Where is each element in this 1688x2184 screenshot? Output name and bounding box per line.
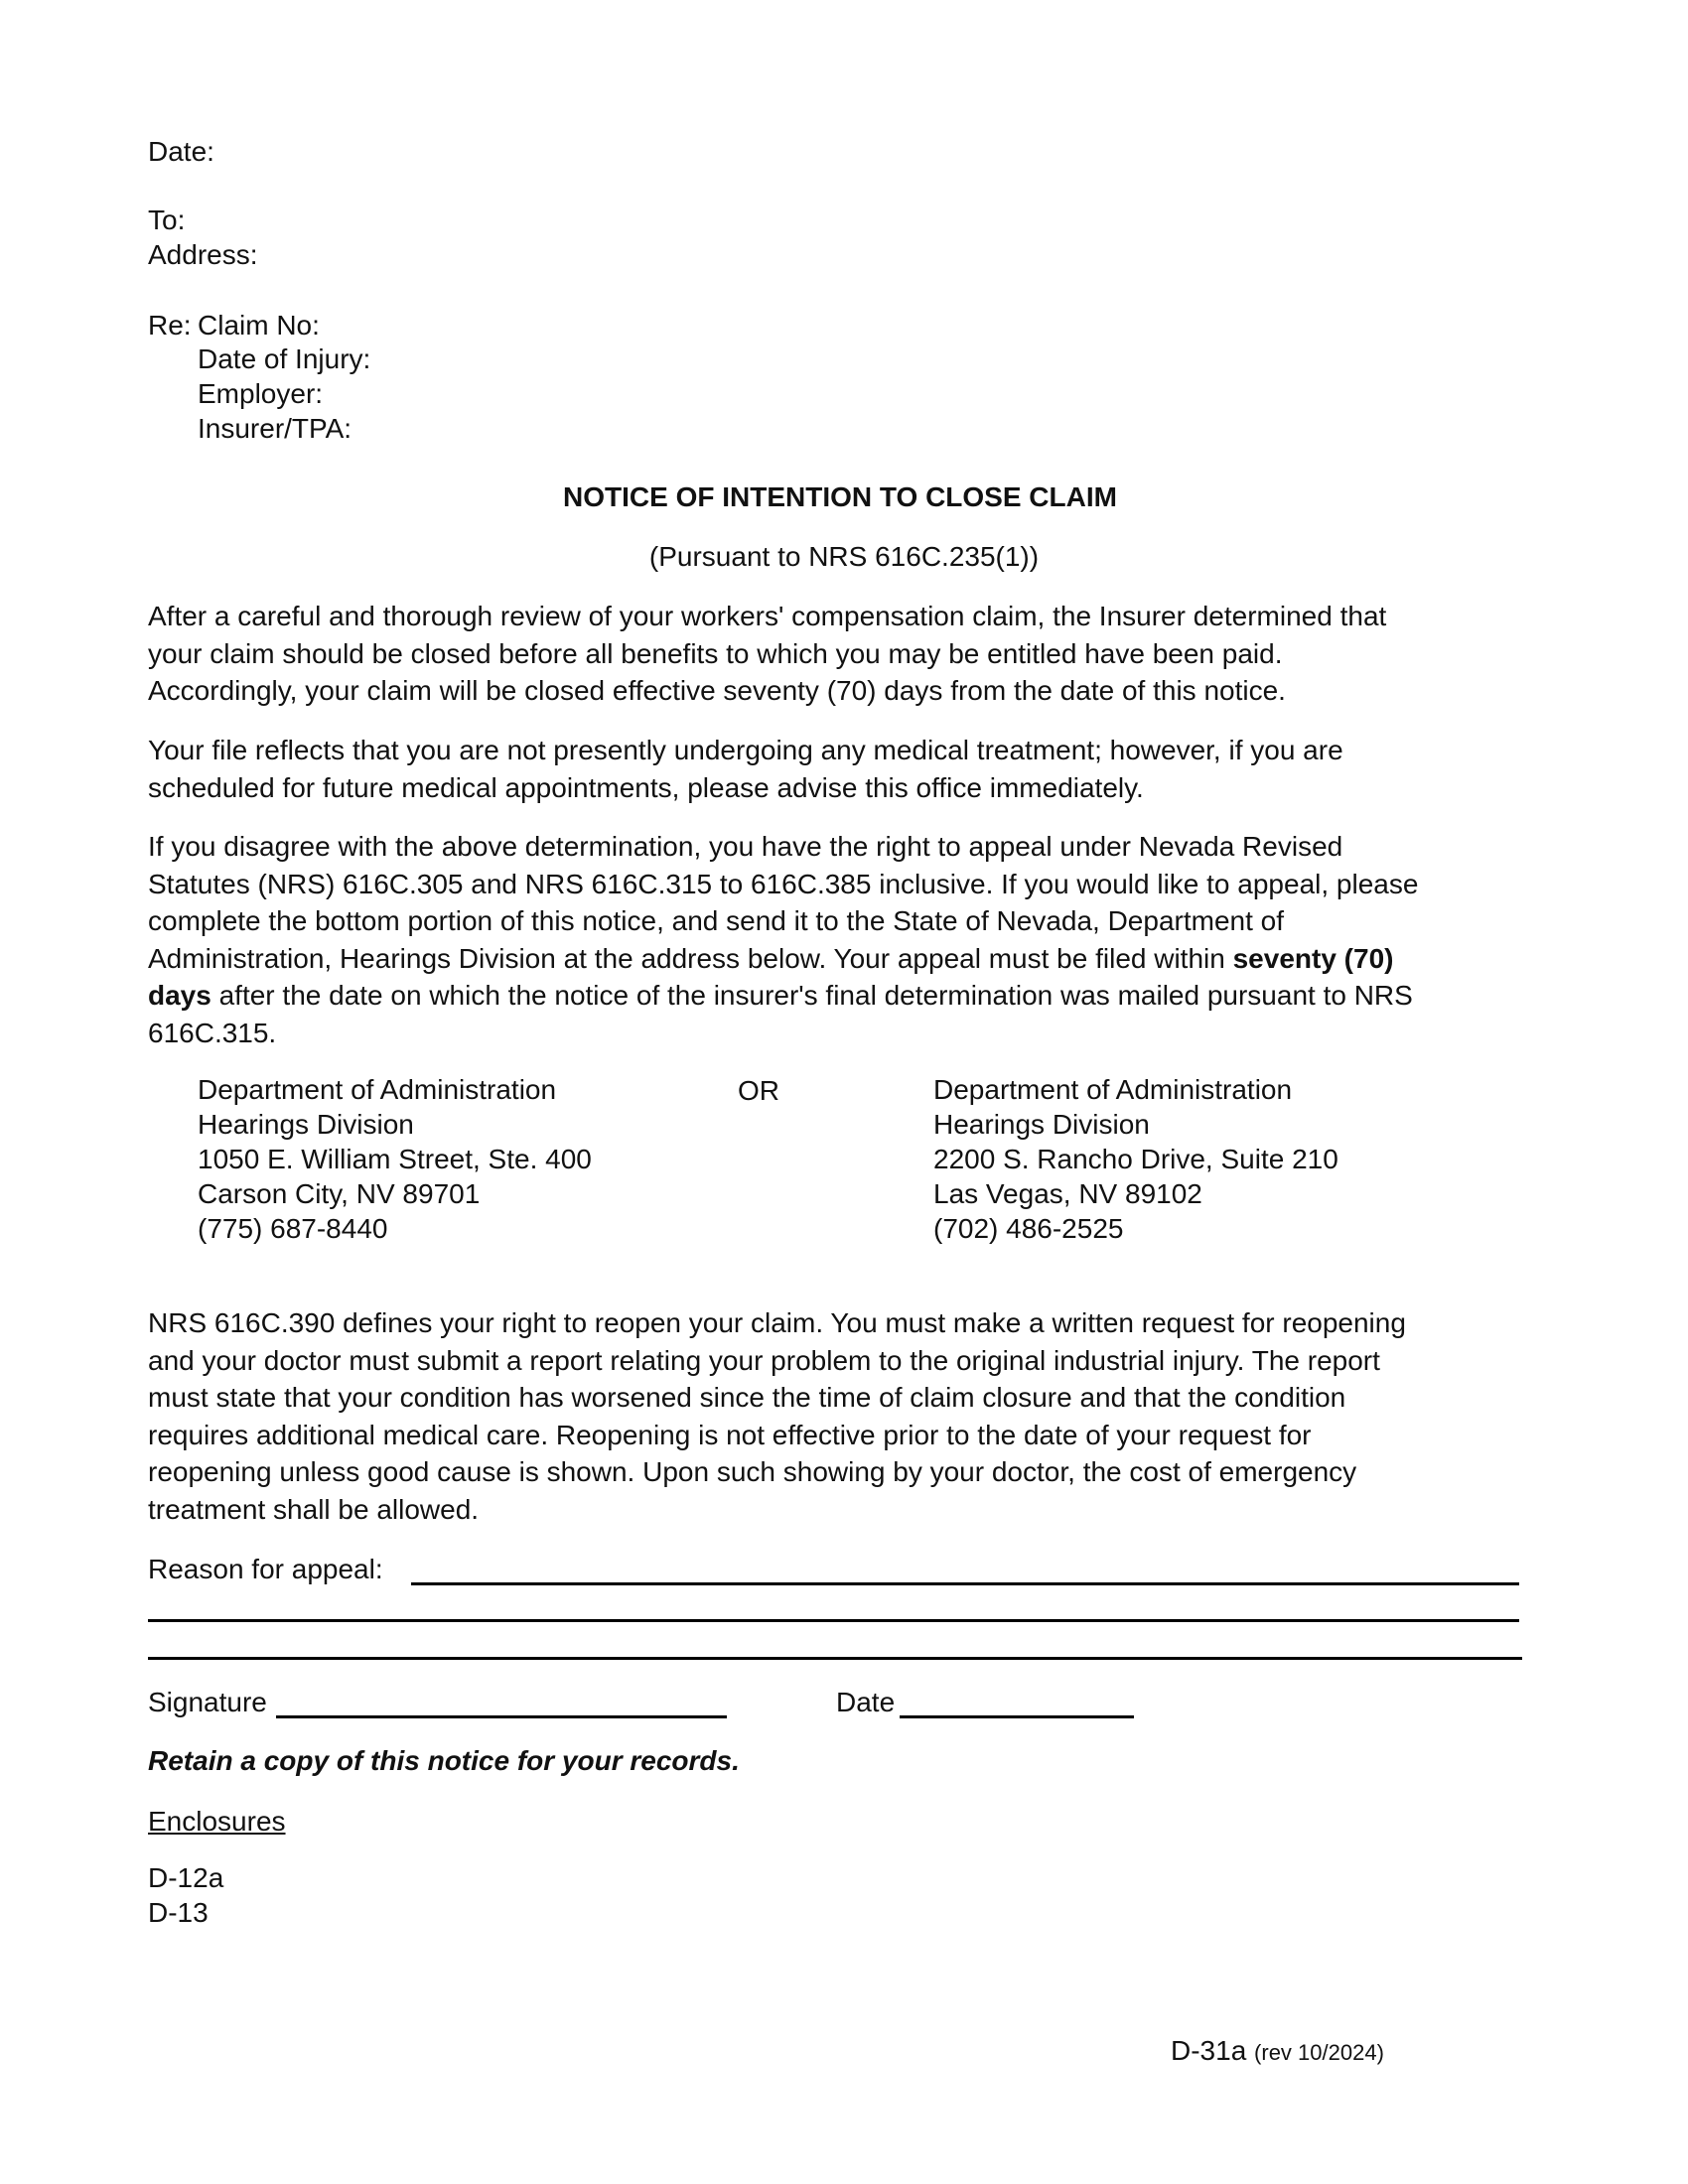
address-line: Hearings Division <box>933 1109 1150 1140</box>
address-line: 2200 S. Rancho Drive, Suite 210 <box>933 1144 1338 1174</box>
text-line: treatment shall be allowed. <box>148 1493 480 1525</box>
paragraph-closure <box>148 598 1386 710</box>
signature-line[interactable] <box>276 1715 727 1718</box>
paragraph-appeal <box>148 828 1418 1051</box>
reason-label: Reason for appeal: <box>148 1554 383 1584</box>
date-label: Date: <box>148 136 214 167</box>
enclosures-list <box>148 1860 223 1930</box>
form-revision: (rev 10/2024) <box>1254 2040 1384 2065</box>
address-line: Department of Administration <box>198 1074 557 1105</box>
reason-line-3[interactable] <box>148 1657 1522 1660</box>
subtitle-text: (Pursuant to NRS 616C.235(1)) <box>648 541 1040 572</box>
text-line: must state that your condition has worsened since the time of claim closure and that the condition <box>148 1382 1346 1413</box>
page-subtitle <box>0 538 1688 576</box>
re-label: Re: <box>148 310 192 341</box>
to-label: To: <box>148 205 186 235</box>
address-line: Las Vegas, NV 89102 <box>933 1178 1202 1209</box>
address-line: Hearings Division <box>198 1109 414 1140</box>
page-title <box>0 478 1688 516</box>
enclosure-item: D-13 <box>148 1897 209 1928</box>
text-line: 616C.315. <box>148 1017 277 1048</box>
address-line: 1050 E. William Street, Ste. 400 <box>198 1144 592 1174</box>
text-line: scheduled for future medical appointments, please advise this office immediately. <box>148 771 1144 803</box>
reason-line-2[interactable] <box>148 1619 1519 1622</box>
reason-line-1[interactable] <box>411 1582 1519 1585</box>
form-id: D-31a <box>1171 2035 1247 2066</box>
text-line: Accordingly, your claim will be closed effective seventy (70) days from the date of this notice. <box>148 675 1286 706</box>
signature-label: Signature <box>148 1687 267 1717</box>
enclosures-heading: Enclosures <box>148 1806 286 1837</box>
address-line: (702) 486-2525 <box>933 1213 1124 1244</box>
address-label: Address: <box>148 239 258 270</box>
address-line: (775) 687-8440 <box>198 1213 388 1244</box>
text-line: your claim should be closed before all benefits to which you may be entitled have been paid. <box>148 637 1283 669</box>
text-line: NRS 616C.390 defines your right to reopen your claim. You must make a written request for reopening <box>148 1307 1406 1338</box>
or-label: OR <box>738 1075 779 1106</box>
enclosure-item: D-12a <box>148 1862 224 1893</box>
text-line <box>148 940 1418 978</box>
text-segment: after the date on which the notice of the insurer's final determination was mailed pursuant to NRS <box>211 980 1413 1011</box>
text-line: Your file reflects that you are not presently undergoing any medical treatment; however, if you are <box>148 735 1343 765</box>
title-text: NOTICE OF INTENTION TO CLOSE CLAIM <box>563 481 1117 512</box>
text-line: requires additional medical care. Reopening is not effective prior to the date of your request for <box>148 1419 1312 1450</box>
bold-deadline: days <box>148 980 211 1011</box>
sign-date-label: Date <box>836 1687 896 1717</box>
employer-label: Employer: <box>198 378 324 409</box>
paragraph-medical <box>148 732 1343 806</box>
insurer-label: Insurer/TPA: <box>198 413 352 444</box>
text-segment: Administration, Hearings Division at the address below. Your appeal must be filed within <box>148 942 1233 974</box>
text-line: reopening unless good cause is shown. Upon such showing by your doctor, the cost of emergency <box>148 1456 1357 1487</box>
paragraph-reopen <box>148 1304 1406 1528</box>
text-line: and your doctor must submit a report relating your problem to the original industrial injury. The report <box>148 1344 1380 1376</box>
address-las-vegas <box>933 1072 1338 1246</box>
date-of-injury-label: Date of Injury: <box>198 343 371 374</box>
claim-no-label: Claim No: <box>198 310 320 341</box>
bold-deadline: seventy (70) <box>1232 942 1394 974</box>
address-carson-city <box>198 1072 592 1246</box>
retain-note: Retain a copy of this notice for your records. <box>148 1745 740 1776</box>
text-line: Statutes (NRS) 616C.305 and NRS 616C.315 to 616C.385 inclusive. If you would like to appeal, please <box>148 868 1419 899</box>
form-footer <box>1171 2032 1384 2072</box>
text-line <box>148 977 1418 1015</box>
sign-date-line[interactable] <box>900 1715 1134 1718</box>
text-line: If you disagree with the above determination, you have the right to appeal under Nevada Revised <box>148 831 1343 862</box>
address-line: Department of Administration <box>933 1074 1293 1105</box>
text-line: complete the bottom portion of this notice, and send it to the State of Nevada, Department of <box>148 905 1285 936</box>
address-line: Carson City, NV 89701 <box>198 1178 481 1209</box>
text-line: After a careful and thorough review of your workers' compensation claim, the Insurer determined that <box>148 601 1387 631</box>
